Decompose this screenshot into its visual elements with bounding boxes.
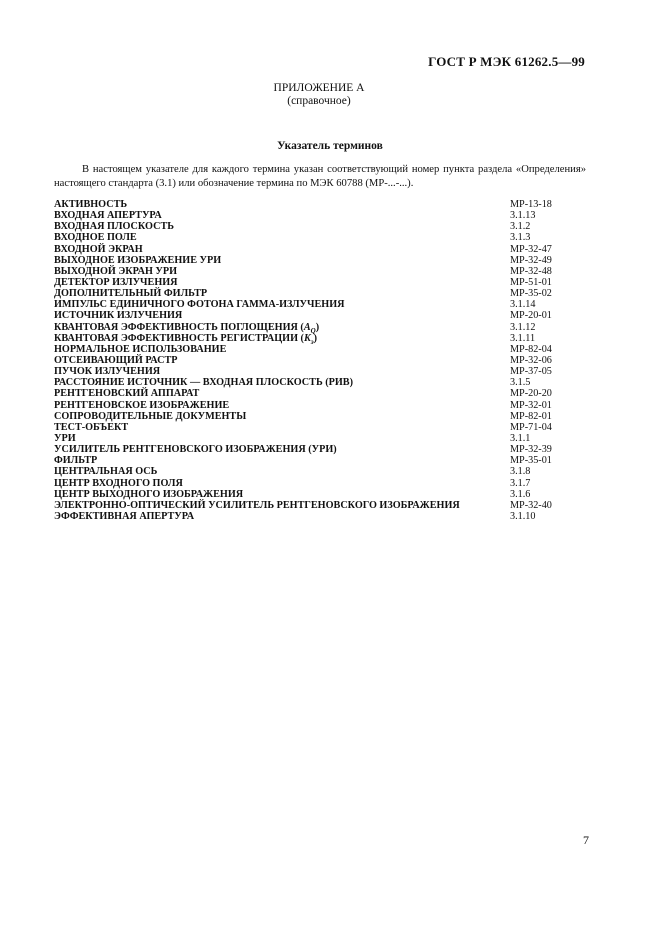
page-number: 7 [583, 833, 589, 847]
term-row [54, 433, 594, 444]
term-name: ВХОДНАЯ ПЛОСКОСТЬ [54, 221, 174, 233]
term-row [54, 366, 594, 377]
intro-text: В настоящем указателе для каждого термина указан соответствующий номер пункта раздела «Определения» настоящего стандарта (3.1) или обозначение термина по МЭК 60788 (МР-...-...). [54, 164, 586, 189]
term-name: ВЫХОДНОЕ ИЗОБРАЖЕНИЕ УРИ [54, 254, 222, 266]
term-text-tail: ) [315, 321, 320, 333]
term-reference: 3.1.6 [510, 488, 531, 500]
term-name [54, 322, 510, 333]
terms-index [54, 199, 594, 522]
term-text: КВАНТОВАЯ ЭФФЕКТИВНОСТЬ ПОГЛОЩЕНИЯ ( [54, 321, 304, 333]
term-row [54, 322, 594, 333]
term-name: ФИЛЬТР [54, 455, 98, 467]
term-name: ДЕТЕКТОР ИЗЛУЧЕНИЯ [54, 276, 178, 288]
term-name: СОПРОВОДИТЕЛЬНЫЕ ДОКУМЕНТЫ [54, 410, 247, 422]
term-reference: МР-13-18 [510, 199, 552, 210]
term-row [54, 511, 594, 522]
term-name: ИСТОЧНИК ИЗЛУЧЕНИЯ [54, 310, 183, 322]
term-row [54, 310, 594, 321]
term-name: ВХОДНОЕ ПОЛЕ [54, 232, 137, 244]
term-row [54, 255, 594, 266]
term-row [54, 277, 594, 288]
term-row [54, 411, 594, 422]
term-reference: МР-20-01 [510, 310, 552, 322]
term-row [54, 244, 594, 255]
term-name: РЕНТГЕНОВСКОЕ ИЗОБРАЖЕНИЕ [54, 399, 230, 411]
term-reference: МР-32-49 [510, 254, 552, 266]
term-row [54, 199, 594, 210]
term-name: ЦЕНТРАЛЬНАЯ ОСЬ [54, 466, 158, 478]
term-reference: 3.1.10 [510, 510, 536, 522]
term-reference: МР-37-05 [510, 366, 552, 378]
term-reference: МР-51-01 [510, 276, 552, 288]
term-name: РАССТОЯНИЕ ИСТОЧНИК — ВХОДНАЯ ПЛОСКОСТЬ (РИВ) [54, 377, 353, 389]
term-name: ЭЛЕКТРОННО-ОПТИЧЕСКИЙ УСИЛИТЕЛЬ РЕНТГЕНОВСКОГО ИЗОБРАЖЕНИЯ [54, 499, 460, 511]
term-reference: МР-32-39 [510, 444, 552, 456]
term-name: ТЕСТ-ОБЪЕКТ [54, 421, 129, 433]
term-name: АКТИВНОСТЬ [54, 199, 128, 210]
term-reference: 3.1.14 [510, 299, 536, 311]
term-row [54, 355, 594, 366]
term-row [54, 400, 594, 411]
term-reference: МР-35-02 [510, 288, 552, 300]
term-reference: 3.1.11 [510, 332, 536, 344]
term-row [54, 388, 594, 399]
term-reference: МР-35-01 [510, 455, 552, 467]
term-symbol: A [303, 321, 311, 333]
section-heading: Указатель терминов [277, 140, 383, 152]
appendix-subtitle: (справочное) [287, 95, 351, 107]
term-name: УРИ [54, 432, 76, 444]
term-reference: 3.1.3 [510, 232, 531, 244]
term-name: ДОПОЛНИТЕЛЬНЫЙ ФИЛЬТР [54, 288, 208, 300]
term-name: ОТСЕИВАЮЩИЙ РАСТР [54, 354, 178, 366]
term-reference: МР-32-01 [510, 399, 552, 411]
term-name: ЭФФЕКТИВНАЯ АПЕРТУРА [54, 510, 195, 522]
term-row [54, 333, 594, 344]
term-reference: 3.1.8 [510, 466, 531, 478]
term-row [54, 455, 594, 466]
appendix-block [0, 82, 638, 108]
term-reference: МР-32-40 [510, 499, 552, 511]
term-reference: МР-20-20 [510, 388, 552, 400]
intro-paragraph [54, 163, 586, 191]
term-reference: 3.1.5 [510, 377, 531, 389]
term-row [54, 344, 594, 355]
term-reference: МР-32-48 [510, 265, 552, 277]
term-row [54, 266, 594, 277]
term-row [54, 466, 594, 477]
term-name: ВХОДНОЙ ЭКРАН [54, 243, 143, 255]
term-row [54, 500, 594, 511]
document-header: ГОСТ Р МЭК 61262.5—99 [428, 54, 585, 69]
term-reference: 3.1.12 [510, 321, 536, 333]
appendix-title: ПРИЛОЖЕНИЕ А [273, 82, 365, 94]
term-row [54, 377, 594, 388]
term-name: ВХОДНАЯ АПЕРТУРА [54, 210, 162, 222]
term-text-tail: ) [313, 332, 318, 344]
term-row [54, 299, 594, 310]
term-name: ПУЧОК ИЗЛУЧЕНИЯ [54, 366, 161, 378]
term-reference: 3.1.7 [510, 477, 531, 489]
term-reference: 3.1.13 [510, 210, 536, 222]
term-reference: МР-32-47 [510, 243, 552, 255]
term-row [54, 232, 594, 243]
term-reference: МР-71-04 [510, 421, 552, 433]
term-name: ИМПУЛЬС ЕДИНИЧНОГО ФОТОНА ГАММА-ИЗЛУЧЕНИЯ [54, 299, 345, 311]
term-reference: 3.1.2 [510, 221, 531, 233]
term-name: ВЫХОДНОЙ ЭКРАН УРИ [54, 265, 178, 277]
term-text: КВАНТОВАЯ ЭФФЕКТИВНОСТЬ РЕГИСТРАЦИИ ( [54, 332, 304, 344]
term-row [54, 489, 594, 500]
term-reference: МР-82-04 [510, 343, 552, 355]
term-reference: 3.1.1 [510, 432, 531, 444]
term-symbol-subscript: э [310, 337, 314, 346]
term-name: НОРМАЛЬНОЕ ИСПОЛЬЗОВАНИЕ [54, 343, 227, 355]
term-row [54, 210, 594, 221]
term-symbol: K [303, 332, 311, 344]
term-name: РЕНТГЕНОВСКИЙ АППАРАТ [54, 388, 200, 400]
term-name: ЦЕНТР ВХОДНОГО ПОЛЯ [54, 477, 183, 489]
term-reference: МР-82-01 [510, 410, 552, 422]
term-row [54, 288, 594, 299]
term-reference: МР-32-06 [510, 354, 552, 366]
term-name [54, 333, 510, 344]
term-name: ЦЕНТР ВЫХОДНОГО ИЗОБРАЖЕНИЯ [54, 488, 244, 500]
term-symbol-subscript: Q [310, 326, 316, 335]
term-row [54, 444, 594, 455]
term-row [54, 478, 594, 489]
term-name: УСИЛИТЕЛЬ РЕНТГЕНОВСКОГО ИЗОБРАЖЕНИЯ (УРИ) [54, 444, 337, 456]
term-row [54, 422, 594, 433]
term-row [54, 221, 594, 232]
